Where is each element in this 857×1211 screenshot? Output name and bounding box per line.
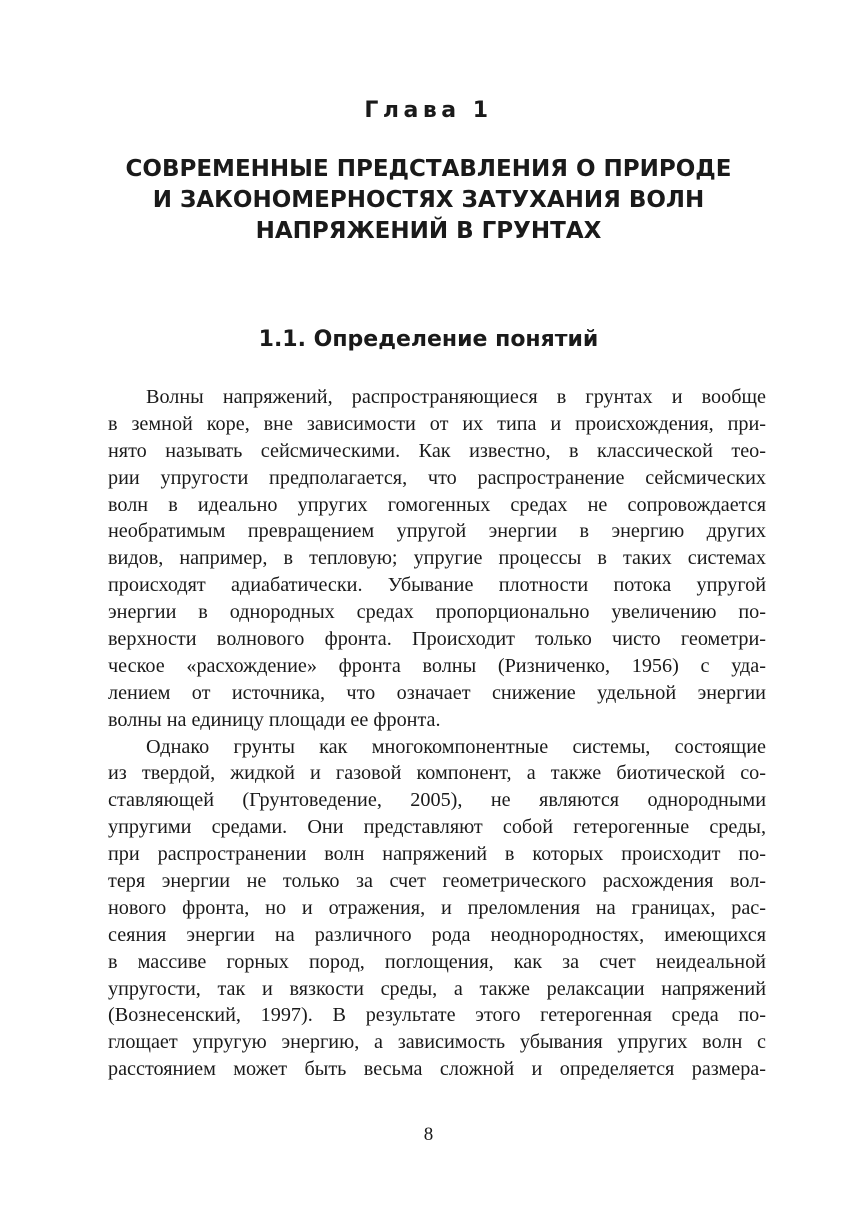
section-title: 1.1. Определение понятий xyxy=(258,327,599,352)
chapter-label: Глава 1 xyxy=(364,98,493,123)
text-line: необратимым превращением упругой энергии в энергию других xyxy=(108,520,766,543)
paragraph xyxy=(108,734,766,1084)
text-line: упругости, так и вязкости среды, а также релаксации напряжений xyxy=(108,977,766,1000)
text-line: из твердой, жидкой и газовой компонент, а также биотической со- xyxy=(108,762,766,785)
text-line: в земной коре, вне зависимости от их типа и происхождения, при- xyxy=(108,412,766,435)
text-line: нового фронта, но и отражения, и преломления на границах, рас- xyxy=(108,896,766,919)
text-line: при распространении волн напряжений в которых происходит по- xyxy=(108,843,766,866)
text-line: волн в идеально упругих гомогенных средах не сопровождается xyxy=(108,493,766,516)
text-line: волны на единицу площади ее фронта. xyxy=(108,708,441,731)
text-line: ческое «расхождение» фронта волны (Ризниченко, 1956) с уда- xyxy=(108,654,766,677)
chapter-title xyxy=(0,154,857,247)
paragraph xyxy=(108,384,766,734)
chapter-title-line: НАПРЯЖЕНИЙ В ГРУНТАХ xyxy=(255,218,602,244)
text-line: происходят адиабатически. Убывание плотности потока упругой xyxy=(108,574,766,597)
text-line: энергии в однородных средах пропорционально увеличению по- xyxy=(108,601,766,624)
text-line: сеяния энергии на различного рода неоднородностях, имеющихся xyxy=(108,923,766,946)
text-line: глощает упругую энергию, а зависимость убывания упругих волн с xyxy=(108,1031,766,1054)
text-line: Волны напряжений, распространяющиеся в грунтах и вообще xyxy=(146,386,766,408)
text-line: теря энергии не только за счет геометрического расхождения вол- xyxy=(108,870,766,893)
text-line: расстоянием может быть весьма сложной и определяется размера- xyxy=(108,1058,766,1081)
text-line: ставляющей (Грунтоведение, 2005), не являются однородными xyxy=(108,789,766,812)
chapter-title-line: СОВРЕМЕННЫЕ ПРЕДСТАВЛЕНИЯ О ПРИРОДЕ xyxy=(125,156,732,182)
text-line: лением от источника, что означает снижение удельной энергии xyxy=(108,681,766,704)
chapter-title-line: И ЗАКОНОМЕРНОСТЯХ ЗАТУХАНИЯ ВОЛН xyxy=(152,187,705,213)
text-line: рии упругости предполагается, что распространение сейсмических xyxy=(108,466,766,489)
body-text xyxy=(108,384,766,1083)
text-line: упругими средами. Они представляют собой гетерогенные среды, xyxy=(108,816,766,839)
text-line: (Вознесенский, 1997). В результате этого гетерогенная среда по- xyxy=(108,1004,766,1027)
text-line: Однако грунты как многокомпонентные системы, состоящие xyxy=(146,735,766,758)
page-number: 8 xyxy=(423,1124,434,1145)
text-line: в массиве горных пород, поглощения, как за счет неидеальной xyxy=(108,950,766,973)
text-line: видов, например, в тепловую; упругие процессы в таких системах xyxy=(108,547,766,570)
text-line: верхности волнового фронта. Происходит только чисто геометри- xyxy=(108,628,766,651)
text-line: нято называть сейсмическими. Как известно, в классической тео- xyxy=(108,439,766,462)
